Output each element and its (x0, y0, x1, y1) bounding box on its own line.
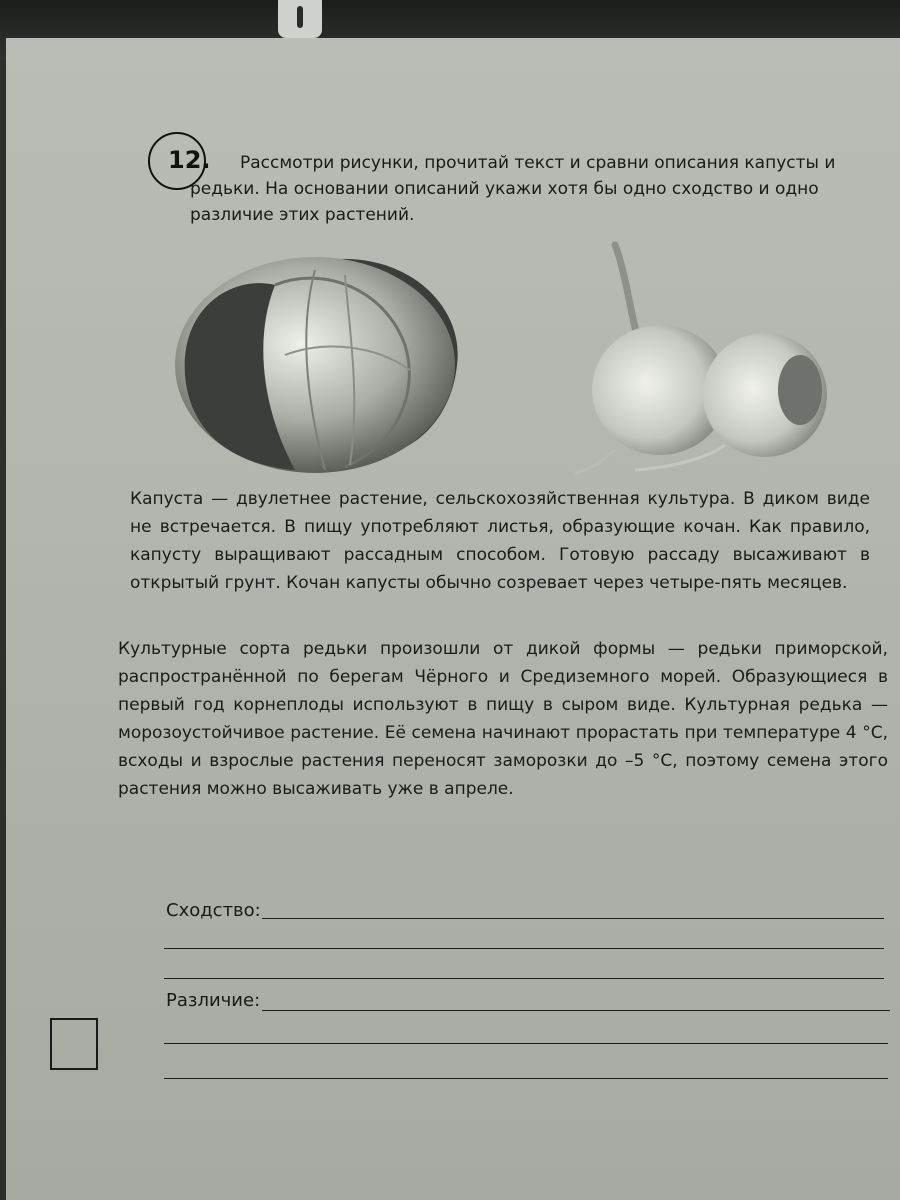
radish-paragraph: Культурные сорта редьки произошли от дикой формы — редьки приморской, распространённой по берегам Чёрного и Средиземного морей. Образующиеся в первый год корнеплоды используют в пищу в сыром виде. Культурная редька — морозоустойчивое растение. Её семена начинают прорастать при температуре 4 °С, всходы и взрослые растения переносят заморозки до –5 °С, поэтому семена этого растения можно высаживать уже в апреле. (118, 639, 888, 799)
radish-image (575, 240, 845, 475)
similarity-answer-line-1[interactable] (262, 918, 884, 919)
task-instructions: Рассмотри рисунки, прочитай текст и сравни описания капусты и редьки. На основании описаний укажи хотя бы одно сходство и одно различие этих растений. (190, 153, 836, 225)
task-number: 12. (168, 146, 211, 174)
difference-label: Различие: (166, 990, 261, 1011)
clip-slot (297, 6, 303, 28)
score-box[interactable] (50, 1018, 98, 1070)
similarity-label: Сходство: (166, 900, 261, 921)
cabbage-image (175, 245, 465, 475)
binder-clip (278, 0, 322, 38)
difference-answer-line-3[interactable] (164, 1078, 888, 1079)
cabbage-paragraph: Капуста — двулетнее растение, сельскохозяйственная культура. В диком виде не встречается. В пищу употребляют листья, образующие кочан. Как правило, капусту выращивают рассадным способом. Готовую рассаду высаживают в открытый грунт. Кочан капусты обычно созревает через четыре-пять месяцев. (130, 489, 870, 593)
similarity-answer-line-3[interactable] (164, 978, 884, 979)
difference-answer-line-1[interactable] (262, 1010, 890, 1011)
difference-answer-line-2[interactable] (164, 1043, 888, 1044)
similarity-answer-line-2[interactable] (164, 948, 884, 949)
